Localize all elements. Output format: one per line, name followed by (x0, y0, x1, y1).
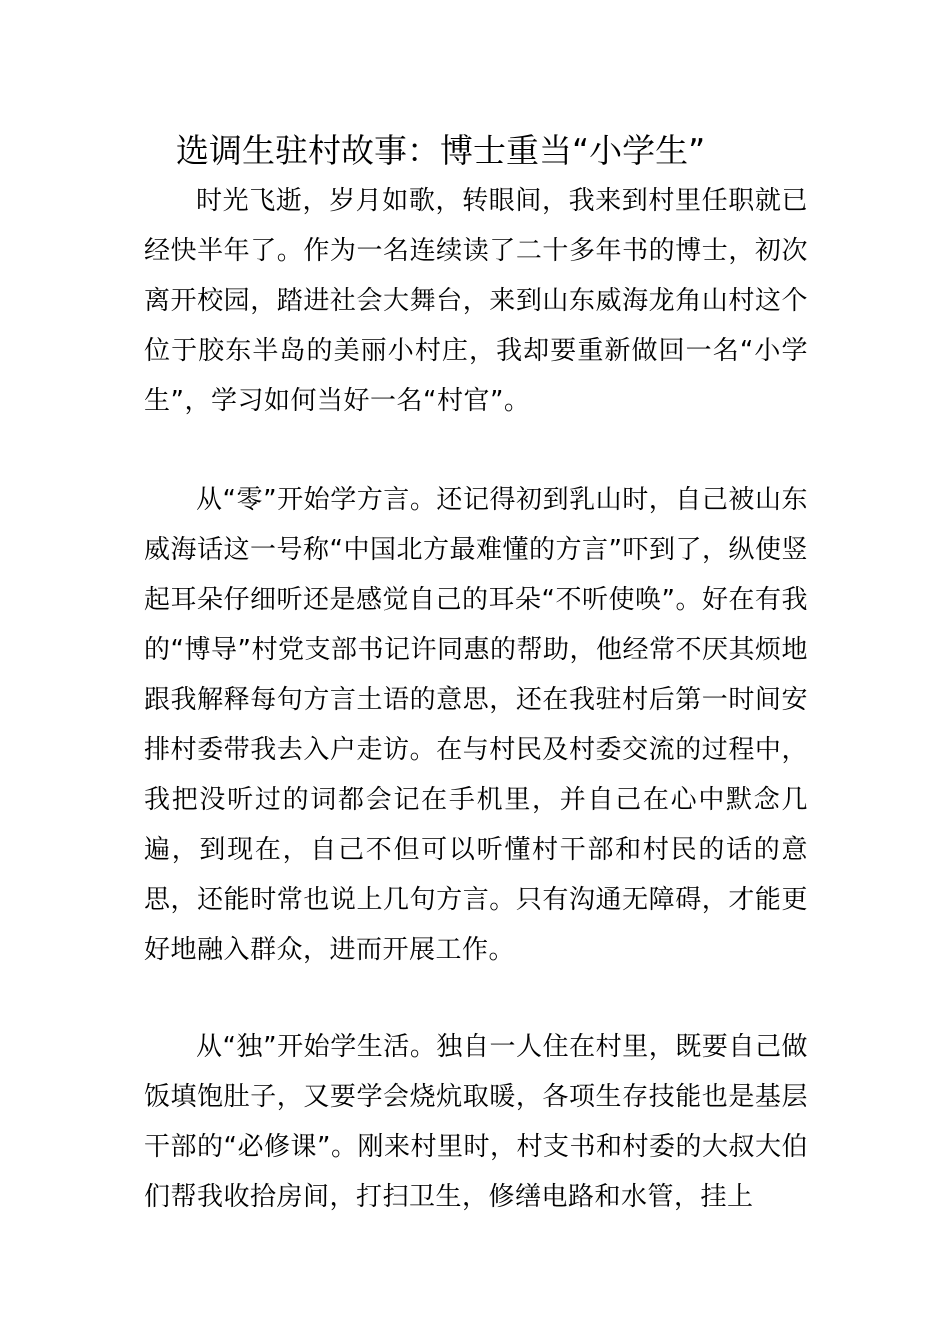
paragraph-living: 从“独”开始学生活。独自一人住在村里，既要自己做饭填饱肚子，又要学会烧炕取暖，各项生存技能也是基层干部的“必修课”。刚来村里时，村支书和村委的大叔大伯们帮我收拾房间，打扫卫生，修缮电路和水管，挂上 (144, 1032, 808, 1212)
document-title: 选调生驻村故事：博士重当“小学生” (176, 131, 706, 170)
paragraph-dialect: 从“零”开始学方言。还记得初到乳山时，自己被山东威海话这一号称“中国北方最难懂的方言”吓到了，纵使竖起耳朵仔细听还是感觉自己的耳朵“不听使唤”。好在有我的“博导”村党支部书记许同惠的帮助，他经常不厌其烦地跟我解释每句方言土语的意思，还在我驻村后第一时间安排村委带我去入户走访。在与村民及村委交流的过程中，我把没听过的词都会记在手机里，并自己在心中默念几遍，到现在，自己不但可以听懂村干部和村民的话的意思，还能时常也说上几句方言。只有沟通无障碍，才能更好地融入群众，进而开展工作。 (144, 485, 808, 965)
paragraph-intro: 时光飞逝，岁月如歌，转眼间，我来到村里任职就已经快半年了。作为一名连续读了二十多年书的博士，初次离开校园，踏进社会大舞台，来到山东威海龙角山村这个位于胶东半岛的美丽小村庄，我却要重新做回一名“小学生”，学习如何当好一名“村官”。 (144, 186, 808, 416)
